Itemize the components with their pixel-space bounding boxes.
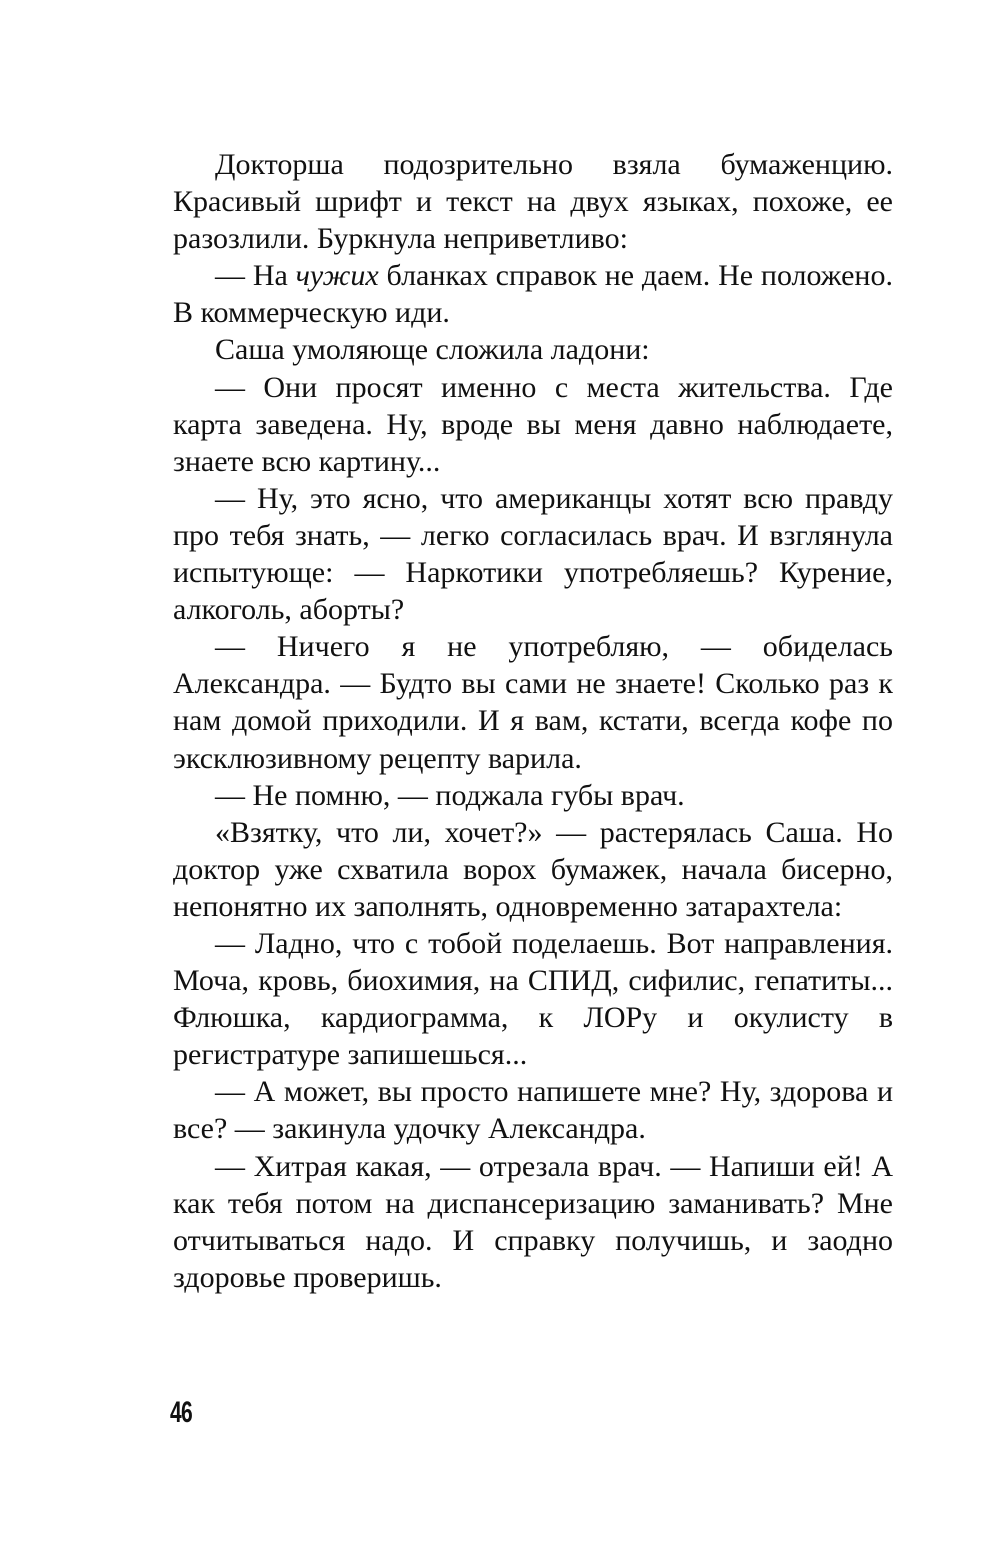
paragraph-2-end: бланках справок не даем. Не положено. В коммерческую иди. [173,259,893,330]
paragraph-5: — Ну, это ясно, что американцы хотят всю правду про тебя знать, — легко согласилась врач. И взглянула испытующе: — Наркотики употребляешь? Курение, алкоголь, аборты? [173,481,893,627]
paragraph-11: — Хитрая какая, — отрезала врач. — Напиши ей! А как тебя потом на диспансеризацию заманивать? Мне отчитываться надо. И справку получишь, и заодно здоровье проверишь. [173,1149,893,1294]
paragraph-10: — А может, вы просто напишете мне? Ну, здорова и все? — закинула удочку Александра. [173,1075,893,1146]
paragraph-9: — Ладно, что с тобой поделаешь. Вот направления. Моча, кровь, биохимия, на СПИД, сифилис, гепатиты... Флюшка, кардиограмма, к ЛОРу и окулисту в регистратуре запишешься... [173,926,893,1072]
paragraph-1: Докторша подозрительно взяла бумаженцию. Красивый шрифт и текст на двух языках, похоже, ее разозлили. Буркнула неприветливо: [173,148,893,256]
paragraph-2 [173,257,893,331]
paragraph-8: «Взятку, что ли, хочет?» — растерялась Саша. Но доктор уже схватила ворох бумажек, начала бисерно, непонятно их заполнять, одновременно затарахтела: [173,815,893,923]
paragraph-7: — Не помню, — поджала губы врач. [215,778,685,812]
paragraph-6: — Ничего я не употребляю, — обиделась Александра. — Будто вы сами не знаете! Сколько раз к нам домой приходили. И я вам, кстати, всегда кофе по эксклюзивному рецепту варила. [173,630,893,775]
paragraph-3: Саша умоляюще сложила ладони: [215,333,650,367]
body-text [173,146,893,1296]
page-number: 46 [170,1396,192,1429]
paragraph-4: — Они просят именно с места жительства. Где карта заведена. Ну, вроде вы меня давно наблюдаете, знаете всю картину... [173,370,893,478]
paragraph-2-italic-word: чужих [295,259,379,293]
paragraph-2-start: — На [215,259,296,293]
